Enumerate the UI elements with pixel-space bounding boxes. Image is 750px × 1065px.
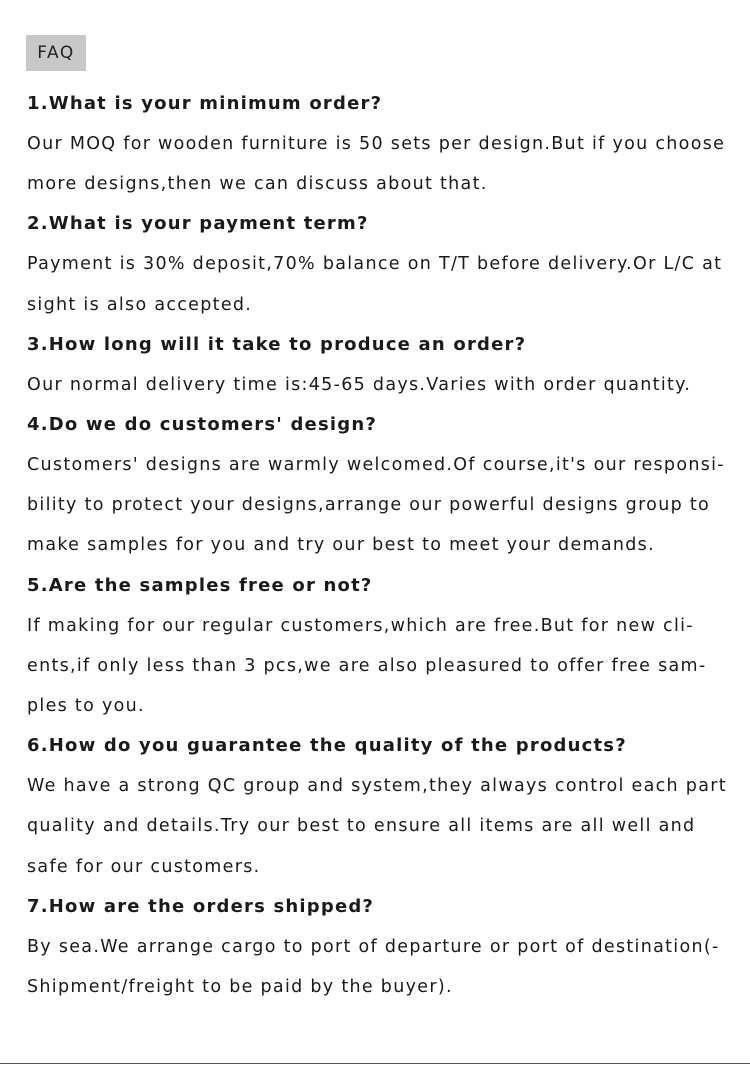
faq-item [27, 84, 732, 204]
faq-answer-line: quality and details.Try our best to ensure all items are all well and [27, 816, 696, 837]
faq-badge [26, 35, 86, 71]
faq-list [27, 84, 732, 1007]
faq-question: 7.How are the orders shipped? [27, 895, 375, 917]
faq-badge-label: FAQ [37, 43, 75, 63]
faq-question: 1.What is your minimum order? [27, 93, 383, 114]
faq-answer [27, 927, 732, 1007]
faq-answer [27, 124, 732, 204]
faq-item [27, 325, 732, 405]
faq-answer-line: more designs,then we can discuss about that. [27, 174, 488, 195]
faq-answer-line: By sea.We arrange cargo to port of departure or port of destination(- [27, 936, 720, 957]
faq-question: 6.How do you guarantee the quality of the products? [27, 735, 627, 757]
bottom-divider [0, 1063, 750, 1064]
faq-answer-line: ents,if only less than 3 pcs,we are also pleasured to offer free sam- [27, 655, 707, 676]
faq-answer [27, 766, 732, 887]
faq-question: 5.Are the samples free or not? [27, 574, 373, 596]
faq-answer-line: Customers' designs are warmly welcomed.Of course,it's our responsi- [27, 455, 725, 476]
faq-question: 3.How long will it take to produce an order? [27, 333, 527, 355]
faq-answer-line: ples to you. [27, 696, 145, 717]
faq-answer-line: We have a strong QC group and system,they always control each part [27, 776, 727, 797]
faq-item [27, 887, 732, 1007]
faq-answer [27, 606, 732, 727]
faq-answer [27, 365, 732, 405]
faq-answer-line: Our normal delivery time is:45-65 days.Varies with order quantity. [27, 374, 692, 395]
faq-answer [27, 445, 732, 566]
faq-item [27, 204, 732, 324]
faq-answer-line: Our MOQ for wooden furniture is 50 sets per design.But if you choose [27, 134, 726, 154]
faq-answer-line: safe for our customers. [27, 856, 261, 877]
faq-item [27, 566, 732, 727]
faq-answer-line: If making for our regular customers,which are free.But for new cli- [27, 615, 694, 636]
faq-answer-line: bility to protect your designs,arrange our powerful designs group to [27, 495, 711, 516]
faq-question: 4.Do we do customers' design? [27, 414, 377, 436]
faq-answer-line: Shipment/freight to be paid by the buyer). [27, 977, 453, 998]
faq-item [27, 405, 732, 566]
faq-answer-line: make samples for you and try our best to meet your demands. [27, 535, 655, 556]
faq-answer [27, 244, 732, 324]
faq-answer-line: Payment is 30% deposit,70% balance on T/T before delivery.Or L/C at [27, 254, 723, 275]
faq-answer-line: sight is also accepted. [27, 294, 253, 315]
faq-item [27, 726, 732, 887]
faq-question: 2.What is your payment term? [27, 213, 369, 235]
